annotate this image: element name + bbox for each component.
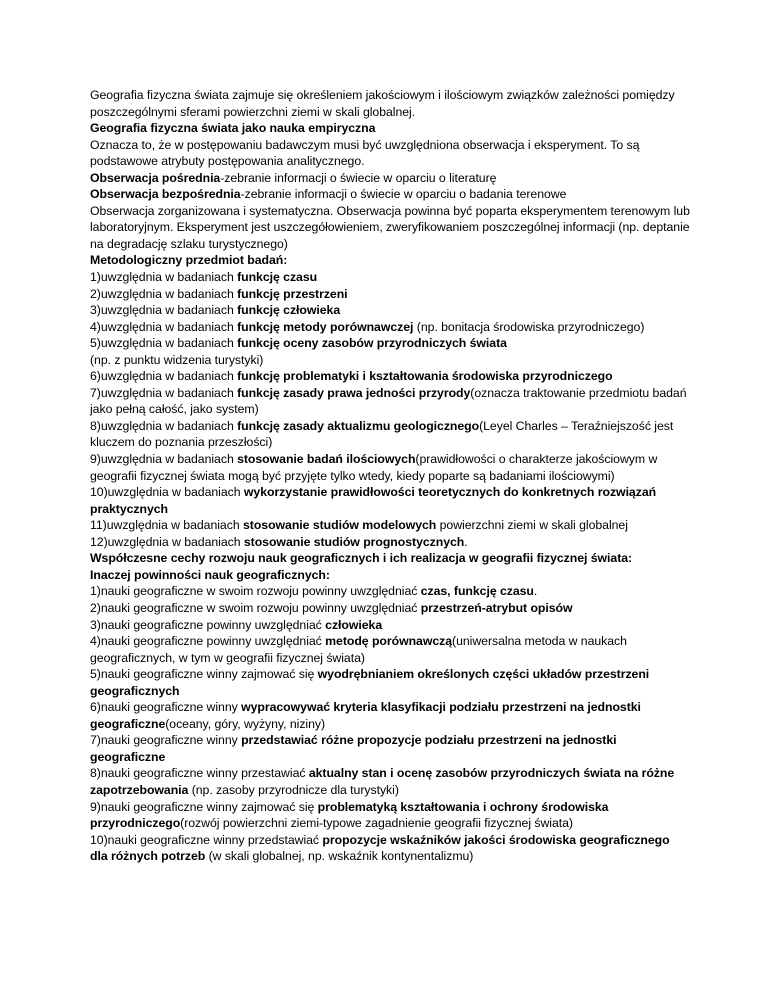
text-run: (np. zasoby przyrodnicze dla turystyki)	[188, 782, 399, 797]
text-run: 1)uwzględnia w badaniach	[90, 270, 238, 285]
paragraph	[90, 418, 690, 451]
bold-text-run: wyodrębnianiem określonych części układów przestrzeni geograficznych	[90, 667, 650, 698]
bold-text-run: Obserwacja bezpośrednia	[90, 187, 241, 202]
bold-text-run: problematyką kształtowania i ochrony środowiska przyrodniczego	[90, 799, 609, 831]
bold-text-run: propozycje wskaźników jakości środowiska geograficznego dla różnych potrzeb	[90, 832, 670, 864]
paragraph	[90, 352, 690, 369]
paragraph	[90, 203, 690, 253]
text-run: (w skali globalnej, np. wskaźnik kontynentalizmu)	[205, 849, 474, 864]
paragraph	[90, 832, 690, 865]
text-run: 9)uwzględnia w badaniach	[90, 452, 238, 467]
bold-text-run: funkcję zasady prawa jedności przyrody	[237, 385, 471, 400]
text-run: 2)uwzględnia w badaniach	[90, 286, 238, 301]
paragraph	[90, 567, 690, 584]
bold-text-run: Obserwacja pośrednia	[90, 170, 221, 185]
text-run: 2)nauki geograficzne w swoim rozwoju powinny uwzględniać	[90, 600, 421, 615]
paragraph	[90, 451, 690, 484]
paragraph	[90, 269, 690, 286]
paragraph	[90, 732, 690, 765]
text-run: 10)uwzględnia w badaniach	[90, 485, 244, 500]
text-run: (np. z punktu widzenia turystyki)	[90, 352, 264, 367]
bold-text-run: Współczesne cechy rozwoju nauk geograficznych i ich realizacja w geografii fizycznej świata:	[90, 551, 633, 566]
text-run: 3)nauki geograficzne powinny uwzględniać	[90, 617, 326, 632]
bold-text-run: funkcję przestrzeni	[237, 286, 348, 301]
paragraph	[90, 617, 690, 634]
paragraph	[90, 666, 690, 699]
text-run: 8)uwzględnia w badaniach	[90, 418, 238, 433]
bold-text-run: funkcję zasady aktualizmu geologicznego	[237, 418, 480, 433]
bold-text-run: Inaczej powinności nauk geograficznych:	[90, 567, 330, 582]
text-run: 12)uwzględnia w badaniach	[90, 534, 244, 549]
text-run: 3)uwzględnia w badaniach	[90, 303, 238, 318]
paragraph	[90, 534, 690, 551]
paragraph	[90, 699, 690, 732]
text-run: 7)uwzględnia w badaniach	[90, 385, 238, 400]
text-run: 8)nauki geograficzne winny przestawiać	[90, 766, 309, 781]
bold-text-run: metodę porównawczą	[325, 634, 453, 649]
paragraph	[90, 170, 690, 187]
bold-text-run: człowieka	[325, 617, 383, 632]
paragraph	[90, 302, 690, 319]
bold-text-run: funkcję oceny zasobów przyrodniczych świata	[237, 336, 507, 351]
text-run: 1)nauki geograficzne w swoim rozwoju powinny uwzględniać	[90, 584, 421, 599]
bold-text-run: przestrzeń-atrybut opisów	[420, 600, 573, 615]
paragraph	[90, 517, 690, 534]
text-run: 5)nauki geograficzne winny zajmować się	[90, 667, 318, 682]
bold-text-run: funkcję problematyki i kształtowania środowiska przyrodniczego	[237, 369, 613, 384]
paragraph	[90, 186, 690, 203]
bold-text-run: wypracowywać kryteria klasyfikacji podziału przestrzeni na jednostki geograficzne	[90, 700, 641, 731]
text-run: Geografia fizyczna świata zajmuje się określeniem jakościowym i ilościowym związków zależności pomiędzy poszczególnymi sferami powierzchni ziemi w skali globalnej.	[90, 88, 675, 119]
bold-text-run: przedstawiać różne propozycje podziału przestrzeni na jednostki geograficzne	[90, 733, 617, 764]
text-run: Oznacza to, że w postępowaniu badawczym musi być uwzględniona obserwacja i eksperyment. To są podstawowe atrybuty postępowania analitycznego.	[90, 137, 640, 169]
paragraph	[90, 87, 690, 120]
bold-text-run: stosowanie studiów modelowych	[242, 518, 437, 533]
text-run: -zebranie informacji o świecie w oparciu o badania terenowe	[240, 187, 567, 202]
bold-text-run: stosowanie studiów prognostycznych	[243, 534, 465, 549]
text-run: (oceany, góry, wyżyny, niziny)	[165, 716, 326, 731]
bold-text-run: Geografia fizyczna świata jako nauka empiryczna	[90, 121, 376, 136]
text-run: powierzchni ziemi w skali globalnej	[436, 518, 628, 533]
paragraph	[90, 319, 690, 336]
paragraph	[90, 137, 690, 170]
text-run: (prawidłowości o charakterze jakościowym w geografii fizycznej świata mogą być przyjęte tylko wtedy, kiedy poparte są badaniami ilościowymi)	[90, 452, 658, 483]
text-run: (np. bonitacja środowiska przyrodniczego)	[413, 319, 645, 334]
paragraph	[90, 799, 690, 832]
bold-text-run: funkcję metody porównawczej	[237, 319, 414, 334]
paragraph	[90, 550, 690, 567]
paragraph	[90, 335, 690, 352]
bold-text-run: czas, funkcję czasu	[420, 584, 534, 599]
text-run: 10)nauki geograficzne winny przedstawiać	[90, 832, 323, 847]
bold-text-run: stosowanie badań ilościowych	[237, 452, 416, 467]
bold-text-run: Metodologiczny przedmiot badań:	[90, 253, 288, 268]
text-run: 4)nauki geograficzne powinny uwzględniać	[90, 634, 326, 649]
text-run: Obserwacja zorganizowana i systematyczna. Obserwacja powinna być poparta eksperymentem terenowym lub laboratoryjnym. Eksperyment jest uszczegółowieniem, zweryfikowaniem poszczególnej informacji (np. deptanie na degradację szlaku turystycznego)	[90, 203, 690, 251]
bold-text-run: funkcję człowieka	[237, 303, 341, 318]
document-page	[90, 87, 690, 865]
text-run: 6)nauki geograficzne winny	[90, 700, 242, 715]
paragraph	[90, 765, 690, 798]
text-run: 6)uwzględnia w badaniach	[90, 369, 238, 384]
text-run: (rozwój powierzchni ziemi-typowe zagadnienie geografii fizycznej świata)	[180, 816, 573, 831]
paragraph	[90, 583, 690, 600]
text-run: 11)uwzględnia w badaniach	[90, 518, 243, 533]
bold-text-run: funkcję czasu	[237, 270, 318, 285]
paragraph	[90, 600, 690, 617]
paragraph	[90, 286, 690, 303]
text-run: 5)uwzględnia w badaniach	[90, 336, 238, 351]
text-run: -zebranie informacji o świecie w oparciu o literaturę	[220, 170, 497, 185]
paragraph	[90, 252, 690, 269]
paragraph	[90, 368, 690, 385]
text-run: 9)nauki geograficzne winny zajmować się	[90, 799, 318, 814]
text-run: (oznacza traktowanie przedmiotu badań jako pełną całość, jako system)	[90, 385, 687, 417]
text-run: .	[464, 534, 468, 549]
text-run: (Leyel Charles – Teraźniejszość jest kluczem do poznania przeszłości)	[90, 418, 674, 450]
text-run: .	[533, 584, 538, 599]
paragraph	[90, 385, 690, 418]
paragraph	[90, 633, 690, 666]
text-run: 4)uwzględnia w badaniach	[90, 319, 238, 334]
text-run: (uniwersalna metoda w naukach geograficznych, w tym w geografii fizycznej świata)	[90, 634, 627, 665]
text-run: 7)nauki geograficzne winny	[90, 733, 242, 748]
bold-text-run: wykorzystanie prawidłowości teoretycznych do konkretnych rozwiązań praktycznych	[90, 485, 657, 516]
paragraph	[90, 120, 690, 137]
bold-text-run: aktualny stan i ocenę zasobów przyrodniczych świata na różne zapotrzebowania	[90, 766, 675, 797]
paragraph	[90, 484, 690, 517]
